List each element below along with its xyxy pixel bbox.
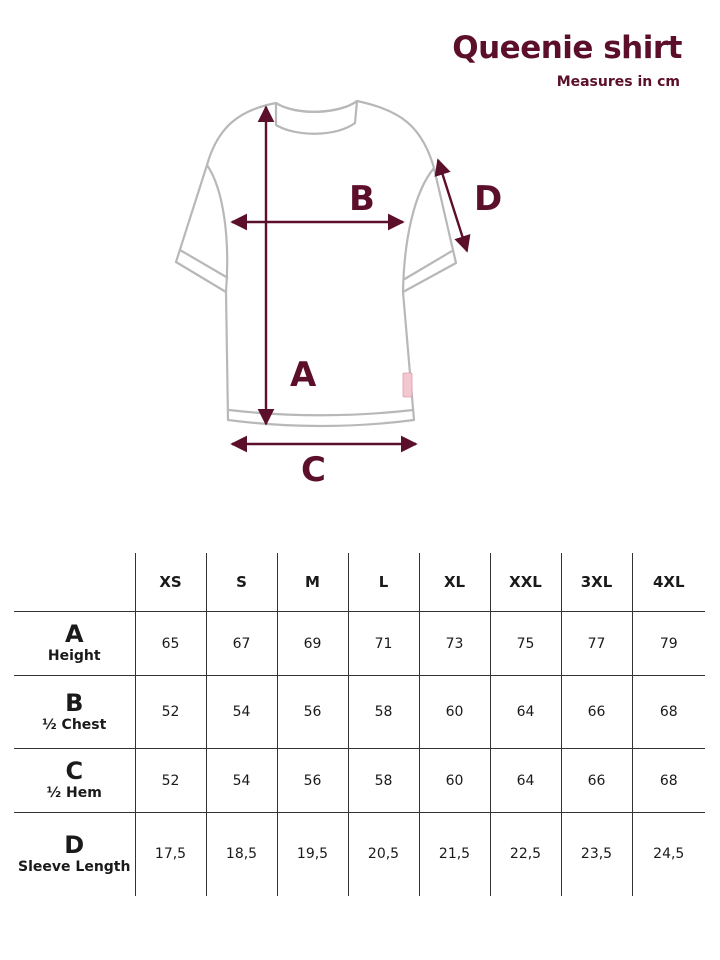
row-header [14, 676, 135, 749]
label-a: A [290, 355, 317, 395]
size-chart-table [14, 553, 705, 896]
table-cell: 52 [135, 676, 206, 749]
table-row [14, 749, 705, 813]
table-cell: 66 [561, 676, 632, 749]
size-header: S [206, 553, 277, 612]
label-b: B [349, 179, 375, 219]
table-cell: 60 [419, 749, 490, 813]
label-c: C [301, 450, 326, 490]
size-header: XS [135, 553, 206, 612]
size-header: XL [419, 553, 490, 612]
table-cell: 17,5 [135, 813, 206, 896]
label-d: D [474, 179, 503, 219]
table-cell: 68 [632, 676, 705, 749]
table-cell: 24,5 [632, 813, 705, 896]
table-header-row [14, 553, 705, 612]
table-cell: 75 [490, 612, 561, 676]
units-subtitle: Measures in cm [556, 74, 680, 90]
table-cell: 65 [135, 612, 206, 676]
row-label: Sleeve Length [18, 858, 131, 875]
table-cell: 58 [348, 676, 419, 749]
table-row [14, 612, 705, 676]
table-cell: 67 [206, 612, 277, 676]
table-cell: 56 [277, 749, 348, 813]
size-header: XXL [490, 553, 561, 612]
table-cell: 60 [419, 676, 490, 749]
table-cell: 77 [561, 612, 632, 676]
table-cell: 19,5 [277, 813, 348, 896]
table-cell: 69 [277, 612, 348, 676]
table-cell: 52 [135, 749, 206, 813]
row-letter: C [65, 757, 84, 785]
row-label: Height [47, 648, 101, 664]
size-header: 3XL [561, 553, 632, 612]
table-cell: 54 [206, 749, 277, 813]
table-cell: 21,5 [419, 813, 490, 896]
table-cell: 68 [632, 749, 705, 813]
table-cell: 73 [419, 612, 490, 676]
table-cell: 20,5 [348, 813, 419, 896]
page-title: Queenie shirt [452, 30, 682, 66]
table-cell: 64 [490, 749, 561, 813]
row-label: ½ Hem [46, 785, 102, 801]
row-header [14, 612, 135, 676]
corner-cell [14, 553, 135, 612]
table-cell: 22,5 [490, 813, 561, 896]
table-cell: 54 [206, 676, 277, 749]
size-header: 4XL [632, 553, 705, 612]
table-cell: 18,5 [206, 813, 277, 896]
row-header [14, 813, 135, 896]
table-cell: 64 [490, 676, 561, 749]
brand-tag [403, 373, 412, 397]
table-row [14, 676, 705, 749]
table-cell: 58 [348, 749, 419, 813]
table-cell: 79 [632, 612, 705, 676]
size-header: L [348, 553, 419, 612]
table-cell: 23,5 [561, 813, 632, 896]
table-cell: 71 [348, 612, 419, 676]
row-letter: A [64, 620, 84, 648]
table-cell: 66 [561, 749, 632, 813]
row-header [14, 749, 135, 813]
row-label: ½ Chest [42, 716, 107, 733]
table-row [14, 813, 705, 896]
row-letter: D [64, 830, 85, 859]
row-letter: B [65, 688, 84, 717]
size-header: M [277, 553, 348, 612]
table-cell: 56 [277, 676, 348, 749]
